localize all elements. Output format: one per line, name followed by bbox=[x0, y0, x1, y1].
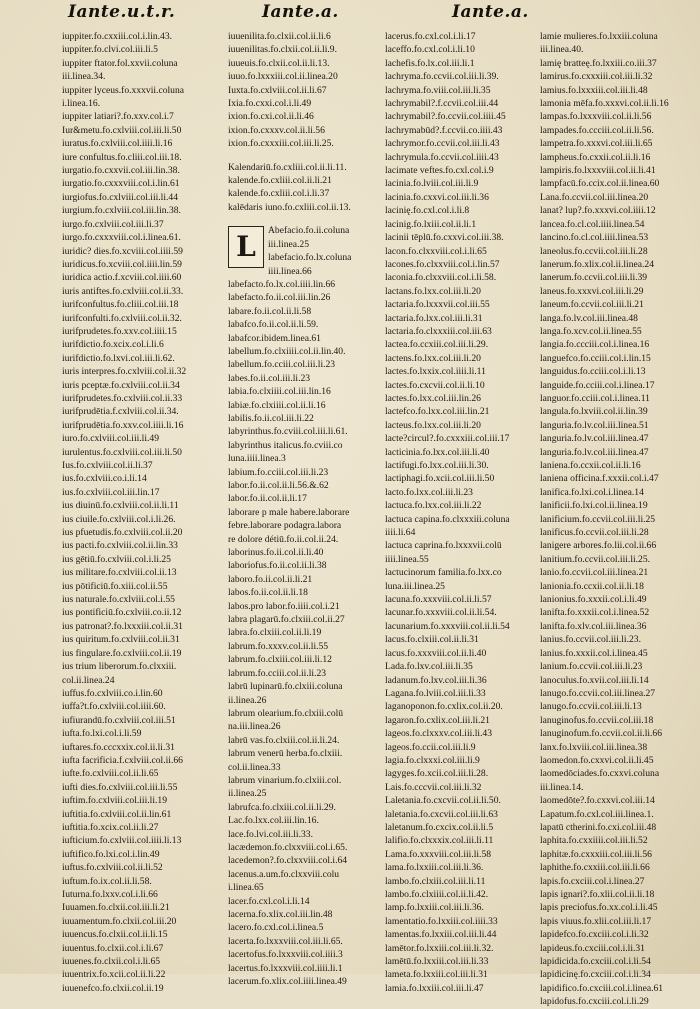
index-entry: lacinig.fo.lxiii.col.ii.li.1 bbox=[385, 218, 477, 230]
index-entry: labrum.fo.clxiii.col.iii.li.12 bbox=[228, 654, 332, 666]
index-entry: lactens.fo.lxx.col.iii.li.20 bbox=[385, 352, 481, 364]
index-entry: lagyges.fo.xcii.col.iii.li.28. bbox=[385, 768, 489, 780]
index-entry: lapidofus.fo.cxciii.col.i.li.29 bbox=[540, 996, 649, 1008]
index-entry: iuppiter latiari?.fo.xxv.col.i.7 bbox=[62, 111, 174, 123]
index-entry: iuridicus.fo.xcviii.col.iiii.lin.59 bbox=[62, 258, 182, 270]
index-entry: iuuenes.fo.clxii.col.i.li.65 bbox=[62, 956, 161, 968]
index-entry: lace.fo.lvi.col.iii.li.33. bbox=[228, 828, 313, 840]
index-entry: Lais.fo.cccvii.col.iii.li.32 bbox=[385, 781, 482, 793]
index-entry: lamentas.fo.lxxiii.col.iii.li.44 bbox=[385, 929, 497, 941]
index-entry: laneolus.fo.ccvii.col.iii.li.28 bbox=[540, 245, 648, 257]
index-entry: lapis ignari?.fo.xlii.col.ii.li.18 bbox=[540, 889, 655, 900]
index-entry: lactaria.fo.clxxxiii.col.iii.63 bbox=[385, 325, 492, 337]
index-entry: lampiris.fo.lxxxviii.col.ii.li.41 bbox=[540, 165, 656, 177]
index-entry: lacerus.fo.cxl.col.i.li.17 bbox=[385, 31, 476, 42]
index-entry: lactuca capina.fo.clxxxiii.coluna bbox=[385, 513, 510, 525]
index-entry: ii.linea.26 bbox=[228, 694, 267, 706]
index-entry: laomedōte?.fo.cxxvi.col.iii.14 bbox=[540, 795, 655, 807]
index-entry: iurifdictio.fo.lxvi.col.iii.li.62. bbox=[62, 352, 175, 364]
index-entry: lactaria.fo.lxxxvii.col.iii.55 bbox=[385, 299, 490, 311]
column-2-section-iu bbox=[228, 30, 378, 151]
index-entry: luna.iiii.linea.3 bbox=[228, 453, 286, 465]
index-entry: labra.fo.clxiii.col.ii.li.19 bbox=[228, 627, 322, 639]
index-entry: iuro.fo.cxlviii.col.iii.li.49 bbox=[62, 433, 159, 445]
index-entry: iuftifico.fo.lxi.col.i.lin.49 bbox=[62, 848, 160, 860]
index-entry: iuuentus.fo.clxii.col.i.li.67 bbox=[62, 942, 164, 954]
index-entry: lactes.fo.lxxix.col.iiii.li.11 bbox=[385, 366, 486, 378]
index-entry: iufte.fo.cxlviii.col.ii.li.65 bbox=[62, 768, 159, 780]
index-entry: labilis.fo.ii.col.iii.li.22 bbox=[228, 412, 314, 424]
index-entry: languide.fo.cciii.col.i.linea.17 bbox=[540, 379, 655, 391]
index-entry: lachryma.fo.ccvii.col.iii.li.39. bbox=[385, 71, 499, 83]
index-entry: lacuna.fo.xxxviii.col.ii.li.57 bbox=[385, 594, 492, 606]
index-entry: iurifprudētia.f.cxlviii.col.ii.34. bbox=[62, 406, 179, 418]
index-entry: lanugo.fo.ccvii.col.iii.linea.27 bbox=[540, 687, 656, 699]
index-entry: ius patronat?.fo.lxxxiii.col.ii.31 bbox=[62, 620, 183, 632]
index-entry: lanugo.fo.ccvii.col.iii.li.13 bbox=[540, 701, 642, 713]
index-entry: iuftus.fo.cxlviii.col.ii.li.52 bbox=[62, 862, 163, 874]
index-entry: labrū lupinarū.fo.clxiii.coluna bbox=[228, 681, 343, 693]
index-entry: labrum venerū herba.fo.clxiii. bbox=[228, 748, 343, 760]
index-entry: iuuamentum.fo.clxii.col.iii.20 bbox=[62, 915, 177, 927]
index-entry: lama.fo.lxxiii.col.iii.li.36. bbox=[385, 862, 484, 874]
index-entry: labyrinthus.fo.cviii.col.iii.li.61. bbox=[228, 426, 348, 438]
index-entry: ius diuinū.fo.cxlviii.col.ii.li.11 bbox=[62, 500, 179, 512]
index-entry: lageos.fo.ccii.col.iii.li.9 bbox=[385, 741, 476, 753]
index-entry: lamp.fo.lxxiii.col.iii.li.36. bbox=[385, 902, 484, 914]
index-entry: Iuturna.fo.lxxv.col.i.li.66 bbox=[62, 889, 158, 900]
index-entry: kalende.fo.cxliii.col.i.li.37 bbox=[228, 188, 330, 200]
index-entry: ii.linea.25 bbox=[228, 788, 267, 800]
column-2-section-lab bbox=[228, 278, 378, 989]
index-entry: lanium.fo.ccvii.col.iii.li.23 bbox=[540, 661, 643, 673]
index-entry: lacon.fo.clxxviii.col.i.li.65 bbox=[385, 245, 487, 257]
index-entry: ius gētiū.fo.cxlviii.col.i.li.25 bbox=[62, 553, 171, 565]
index-entry: lanuginofus.fo.ccvii.col.iii.18 bbox=[540, 714, 654, 726]
index-entry: lamonia mēfa.fo.xxxvi.col.ii.li.16 bbox=[540, 98, 669, 110]
index-entry: lanio.fo.ccvii.col.iii.linea.21 bbox=[540, 567, 649, 579]
index-entry: Lama.fo.xxxviii.col.iii.li.58 bbox=[385, 848, 492, 860]
index-entry: labefacto.fo.lx.col.iiii.lin.66 bbox=[228, 278, 336, 290]
index-entry: lancino.fo.cl.col.iiii.linea.53 bbox=[540, 232, 649, 244]
index-entry: laceffo.fo.cxl.col.i.li.10 bbox=[385, 44, 475, 56]
index-entry: lanificus.fo.ccvii.col.iii.li.28 bbox=[540, 527, 649, 539]
index-entry: lanifta.fo.xlv.col.iii.linea.36 bbox=[540, 620, 647, 632]
index-entry: labare.fo.ii.col.ii.li.58 bbox=[228, 305, 312, 317]
index-entry: laconia.fo.clxxviii.col.i.li.58. bbox=[385, 272, 497, 284]
index-entry: iuridica actio.f.xcviii.col.iiii.60 bbox=[62, 272, 182, 284]
index-entry: febre.laborare podagra.labora bbox=[228, 520, 342, 532]
index-entry: lacertofus.fo.lxxxviii.col.iiii.3 bbox=[228, 949, 343, 961]
index-entry: col.ii.linea.24 bbox=[62, 674, 115, 686]
index-entry: lacerna.fo.xlix.col.iii.lin.48 bbox=[228, 909, 333, 920]
index-entry: lanoculus.fo.xvii.col.iii.li.14 bbox=[540, 674, 649, 686]
index-entry: laneum.fo.ccvii.col.iii.li.21 bbox=[540, 299, 644, 311]
index-column-4 bbox=[540, 30, 698, 1009]
index-column-3 bbox=[385, 30, 535, 995]
index-entry: lampetra.fo.xxxvi.col.iii.li.65 bbox=[540, 138, 653, 150]
index-entry: labrum olearium.fo.clxiii.colū bbox=[228, 707, 344, 719]
index-entry: lachrymor.fo.ccvii.col.iii.li.43 bbox=[385, 138, 500, 150]
index-entry: iurgo.fo.cxxxviii.col.i.linea.61. bbox=[62, 232, 181, 244]
index-entry: lagaron.fo.cxlix.col.iii.li.21 bbox=[385, 714, 490, 726]
index-entry: labellum.fo.cciii.col.iii.li.23 bbox=[228, 359, 336, 371]
index-entry: ixion.fo.cxi.col.ii.li.46 bbox=[228, 111, 314, 123]
index-entry: lacimate veftes.fo.cxl.col.i.9 bbox=[385, 165, 494, 177]
index-entry: ius ciuile.fo.cxlviii.col.i.li.26. bbox=[62, 513, 176, 525]
index-entry: iurifconfulti.fo.cxlviii.col.ii.32. bbox=[62, 312, 182, 324]
index-entry: lamia.fo.lxxiii.col.iii.li.47 bbox=[385, 982, 484, 994]
index-entry: iuftitia.fo.xcix.col.ii.li.27 bbox=[62, 821, 159, 833]
index-entry: iurgatio.fo.cxxxviii.col.i.lin.61 bbox=[62, 178, 180, 190]
index-entry: lacerum.fo.xlix.col.iiii.linea.49 bbox=[228, 976, 347, 988]
index-entry: langula.fo.lxviii.col.ii.lin.39 bbox=[540, 406, 648, 418]
index-entry: lachryma.fo.viii.col.iii.li.35 bbox=[385, 84, 491, 96]
index-entry: iuris pceptæ.fo.cxlviii.col.ii.34 bbox=[62, 379, 180, 391]
index-entry: ius pōtificiū.fo.xiii.col.ii.55 bbox=[62, 580, 168, 592]
index-entry: ixion.fo.cxxxiii.col.iii.li.25. bbox=[228, 138, 334, 150]
index-entry: lacenus.a.um.fo.clxxviii.colu bbox=[228, 868, 340, 880]
index-entry: laboro.fo.ii.col.ii.li.21 bbox=[228, 573, 313, 585]
index-entry: lacteus.fo.lxx.col.iii.li.20 bbox=[385, 419, 481, 431]
index-entry: luna.iii.linea.25 bbox=[385, 580, 445, 592]
index-entry: iuppiter.fo.clvi.col.iii.li.5 bbox=[62, 44, 158, 56]
index-entry: lacte?circul?.fo.cxxxiii.col.iii.17 bbox=[385, 433, 510, 445]
index-entry: lamie mulieres.fo.lxxiii.coluna bbox=[540, 31, 658, 42]
index-entry: lampheus.fo.cxxii.col.ii.li.16 bbox=[540, 151, 651, 163]
index-entry: ius naturale.fo.cxlviii.col.i.55 bbox=[62, 594, 175, 606]
index-entry: lamentatio.fo.lxxiii.col.iiii.33 bbox=[385, 915, 498, 927]
index-entry: iufti dies.fo.cxlviii.col.iii.li.55 bbox=[62, 781, 178, 793]
index-entry: laomedōciades.fo.cxxvi.coluna bbox=[540, 768, 660, 780]
index-entry: laniena officina.f.xxxii.col.i.47 bbox=[540, 473, 659, 485]
drop-cap-letter: L bbox=[228, 226, 264, 268]
index-entry: laphitæ.fo.cxxxiii.col.iii.li.56 bbox=[540, 848, 652, 860]
index-entry: lachrymabil?.f.ccvii.col.iii.44 bbox=[385, 98, 499, 110]
index-entry: lanificium.fo.ccvii.col.iii.li.25 bbox=[540, 513, 656, 525]
index-entry: lanionius.fo.xxxii.col.i.li.49 bbox=[540, 594, 647, 606]
index-entry: labes.fo.ii.col.iii.li.23 bbox=[228, 372, 311, 384]
index-entry: lanx.fo.lxviii.col.iii.linea.38 bbox=[540, 741, 648, 753]
index-entry: lacædemon.fo.clxxviii.col.i.65. bbox=[228, 841, 348, 853]
index-entry: laphita.fo.cxxiiii.col.iii.li.52 bbox=[540, 835, 648, 847]
index-entry: lacinia.fo.cxxvi.col.iii.li.36 bbox=[385, 191, 489, 203]
index-entry: iurifdictio.fo.xcix.col.i.li.6 bbox=[62, 339, 164, 351]
index-entry: laniena.fo.ccxii.col.ii.li.16 bbox=[540, 460, 641, 471]
index-entry: laletania.fo.cxcvii.col.iii.li.63 bbox=[385, 808, 498, 820]
index-entry: labrum.fo.xxxv.col.ii.li.55 bbox=[228, 640, 329, 652]
index-entry: Lac.fo.lxx.col.iii.lin.16. bbox=[228, 815, 319, 827]
index-entry: langa.fo.xcv.col.ii.linea.55 bbox=[540, 325, 642, 337]
index-entry: iuuentrix.fo.xcii.col.ii.li.22 bbox=[62, 969, 166, 981]
index-entry: labrum.fo.cciii.col.ii.li.23 bbox=[228, 667, 327, 679]
index-column-2 bbox=[228, 30, 378, 988]
index-entry: lameta.fo.lxxiii.col.iii.li.31 bbox=[385, 969, 488, 981]
index-entry: iuris interpres.fo.cxlviii.col.ii.32 bbox=[62, 366, 187, 378]
index-entry: lacinia.fo.lviii.col.iii.li.9 bbox=[385, 178, 479, 190]
index-entry: iufticium.fo.cxlviii.col.iiii.li.13 bbox=[62, 835, 182, 847]
running-header-right: Iante.a. bbox=[452, 2, 529, 22]
index-entry: lactifugi.fo.lxx.col.iii.li.30. bbox=[385, 460, 489, 471]
index-entry: lachrymula.fo.ccvii.col.iiii.43 bbox=[385, 151, 499, 163]
index-entry: lacedemon?.fo.clxxviii.col.i.64 bbox=[228, 855, 348, 867]
index-entry: lanifica.fo.lxi.col.i.linea.14 bbox=[540, 486, 644, 498]
index-entry: labefacto.fo.ii.col.iii.lin.26 bbox=[228, 292, 331, 304]
index-entry: lapidifico.fo.cxciii.col.i.linea.61 bbox=[540, 982, 664, 994]
index-entry: laphithe.fo.cxxiii.col.iii.li.66 bbox=[540, 862, 650, 874]
index-entry: i.linea.16. bbox=[62, 98, 101, 110]
index-entry: ius pontificiū.fo.cxlviii.co.ii.12 bbox=[62, 607, 182, 619]
index-entry: lageos.fo.clxxxv.col.iii.li.43 bbox=[385, 728, 493, 740]
index-entry: lactuca.fo.lxx.col.iii.li.22 bbox=[385, 500, 482, 512]
index-entry: lanigere arbores.fo.lii.col.ii.66 bbox=[540, 540, 657, 552]
index-entry: lapis.fo.cxciii.col.i.linea.27 bbox=[540, 875, 645, 887]
index-entry: iuridic? dies.fo.xcviii.col.iiii.59 bbox=[62, 245, 183, 257]
index-entry: lanerum.fo.xlix.col.ii.linea.24 bbox=[540, 258, 655, 270]
index-entry: Ius.fo.cxlviii.col.ii.li.37 bbox=[62, 460, 153, 471]
index-entry: ius pacti.fo.cxlviii.col.ii.lin.33 bbox=[62, 540, 178, 552]
index-entry: iuueuis.fo.clxii.col.ii.li.13. bbox=[228, 57, 330, 69]
index-entry: lapidefco.fo.cxciii.col.i.li.32 bbox=[540, 929, 649, 941]
index-entry: ius quiritum.fo.cxlviii.col.ii.31 bbox=[62, 634, 180, 646]
index-entry: lactuca caprina.fo.lxxxvii.colū bbox=[385, 540, 502, 552]
index-entry: lacus.fo.clxiii.col.ii.li.31 bbox=[385, 634, 479, 646]
index-entry: iuuenilitas.fo.clxii.col.ii.li.9. bbox=[228, 44, 337, 56]
index-entry: lactucinorum familia.fo.lxx.co bbox=[385, 567, 502, 579]
index-entry: iufta.fo.lxi.col.i.li.59 bbox=[62, 728, 142, 740]
index-entry: laborare p male habere.laborare bbox=[228, 506, 350, 518]
index-entry: iurgo.fo.cxlviii.col.iii.li.37 bbox=[62, 218, 164, 230]
index-entry: iufta facrificia.f.cxlviii.col.ii.66 bbox=[62, 754, 183, 766]
index-entry: lacinii tēplū.fo.cxxvi.col.iii.38. bbox=[385, 232, 504, 244]
index-entry: labor.fo.ii.col.ii.li.56.&.62 bbox=[228, 480, 329, 491]
index-entry: lapatū ctherini.fo.cxi.col.iii.48 bbox=[540, 821, 657, 833]
index-entry: ixion.fo.cxxxv.col.ii.li.56 bbox=[228, 124, 325, 136]
index-entry: laletanum.fo.cxcix.col.ii.li.5 bbox=[385, 821, 494, 833]
index-entry: lacus.fo.xxxviii.col.ii.li.40 bbox=[385, 647, 487, 659]
index-entry: Iur&metu.fo.cxlviii.col.iii.li.50 bbox=[62, 124, 182, 136]
index-entry: lamētor.fo.lxxiii.col.iii.li.32. bbox=[385, 942, 494, 954]
letter-l-section-start bbox=[228, 224, 378, 278]
index-entry: lampfacū.fo.ccix.col.ii.linea.60 bbox=[540, 178, 660, 190]
index-entry: lacertus.fo.lxxxviii.col.iiii.li.1 bbox=[228, 962, 343, 974]
running-header-center: Iante.a. bbox=[262, 2, 339, 22]
index-entry: langa.fo.lv.col.iii.linea.48 bbox=[540, 312, 638, 324]
index-entry: iurifconfultus.fo.cliii.col.iii.18 bbox=[62, 299, 179, 311]
index-entry: lanuginofum.fo.ccvii.col.ii.li.66 bbox=[540, 728, 663, 740]
index-entry: lamētū.fo.lxxiii.col.iii.li.33 bbox=[385, 956, 489, 968]
index-entry: lambo.fo.clxiii.col.iii.li.11 bbox=[385, 875, 486, 887]
index-entry: lapidicinę.fo.cxciii.col.i.li.34 bbox=[540, 969, 651, 981]
index-entry: laboriofus.fo.ii.col.ii.li.38 bbox=[228, 560, 327, 572]
column-2-section-kal bbox=[228, 161, 378, 215]
index-entry: lagia.fo.clxxxi.col.iii.li.9 bbox=[385, 754, 480, 766]
index-entry: iii.linea.14. bbox=[540, 781, 584, 793]
index-entry: re dolore détiū.fo.ii.col.ii.24. bbox=[228, 533, 339, 545]
index-entry: Iuxta.fo.cxlviii.col.ii.li.67 bbox=[228, 84, 327, 96]
index-entry: iurifprudētia.fo.xxv.col.iiii.li.16 bbox=[62, 419, 184, 431]
index-entry: iuuo.fo.lxxxiii.col.ii.linea.20 bbox=[228, 71, 338, 83]
index-entry: laganoponon.fo.cxlix.col.ii.20. bbox=[385, 701, 503, 713]
index-entry: kalēdaris iuno.fo.cxliii.col.ii.13. bbox=[228, 201, 351, 213]
index-entry: labos.fo.ii.col.ii.li.18 bbox=[228, 587, 308, 599]
index-entry: lacunar.fo.xxxviii.col.ii.li.54. bbox=[385, 607, 497, 619]
index-entry: lalifio.fo.clxxxix.col.iii.li.11 bbox=[385, 835, 494, 847]
index-entry: lactefco.fo.lxx.col.iii.lin.21 bbox=[385, 406, 490, 418]
index-entry: iuffus.fo.cxlviii.co.i.lin.60 bbox=[62, 687, 163, 699]
index-entry: lacinię.fo.cxl.col.i.li.8 bbox=[385, 205, 470, 217]
index-entry: iuris antiftes.fo.cxlviii.col.ii.33. bbox=[62, 285, 184, 297]
index-entry: iuppiter.fo.cxxiii.col.i.lin.43. bbox=[62, 31, 173, 42]
index-entry: lamirus.fo.cxxxiii.col.iii.li.32 bbox=[540, 71, 653, 83]
index-entry: lamię bratteę.fo.lxxiii.co.iii.37 bbox=[540, 57, 657, 69]
running-header-left: Iante.u.t.r. bbox=[68, 2, 176, 22]
index-entry: labrum vinarium.fo.clxiii.col. bbox=[228, 774, 342, 786]
index-entry: iuppiter lyceus.fo.xxxvii.coluna bbox=[62, 84, 185, 96]
index-entry: lapideus.fo.cxciii.col.i.li.31 bbox=[540, 942, 645, 954]
index-entry: lactea.fo.ccxiii.col.iii.li.29. bbox=[385, 339, 489, 351]
index-entry: lanius.fo.xxxii.col.i.linea.45 bbox=[540, 647, 648, 659]
index-entry: lacero.fo.cxl.col.i.linea.5 bbox=[228, 922, 324, 934]
index-entry: lactes.fo.cxcvii.col.ii.li.10 bbox=[385, 379, 485, 391]
index-entry: Lana.fo.ccvii.col.iii.linea.20 bbox=[540, 191, 649, 203]
index-entry: languidus.fo.cciii.col.i.li.13 bbox=[540, 366, 646, 378]
index-entry: lanificii.fo.lxi.col.ii.linea.19 bbox=[540, 500, 648, 512]
index-entry: languor.fo.cciii.col.i.linea.11 bbox=[540, 392, 650, 404]
index-entry: lanionia.fo.ccxii.col.ii.li.18 bbox=[540, 580, 644, 592]
index-entry: Lapatum.fo.cxl.col.iii.linea.1. bbox=[540, 808, 654, 820]
index-entry: laomedon.fo.cxxvi.col.ii.li.45 bbox=[540, 754, 654, 766]
index-entry: lactes.fo.lxx.col.iii.lin.26 bbox=[385, 392, 481, 404]
index-entry: lachefis.fo.lx.col.iii.li.1 bbox=[385, 57, 475, 69]
index-entry: labrufca.fo.clxiii.col.ii.li.29. bbox=[228, 801, 336, 813]
index-column-1 bbox=[62, 30, 224, 995]
index-entry: labefacio.fo.lx.coluna bbox=[268, 252, 352, 264]
index-entry: iurgiofus.fo.cxlviii.col.iii.li.44 bbox=[62, 191, 179, 203]
index-entry: iuuenilita.fo.clxii.col.ii.li.6 bbox=[228, 31, 331, 42]
index-entry: lambo.fo.clxiiii.col.ii.li.42. bbox=[385, 889, 489, 900]
index-entry: iuratus.fo.cxlviii.col.iiii.li.16 bbox=[62, 138, 173, 150]
index-entry: iii.linea.34. bbox=[62, 71, 106, 83]
index-entry: lactiphagi.fo.xcii.col.iii.li.50 bbox=[385, 473, 495, 485]
index-entry: langia.fo.ccciii.col.i.linea.16 bbox=[540, 339, 650, 351]
index-entry: iurulentus.fo.cxlviii.col.iii.li.50 bbox=[62, 446, 182, 458]
index-entry: lanat? lup?.fo.xxxvi.col.iiii.12 bbox=[540, 205, 656, 217]
index-entry: lapis viuus.fo.xlii.col.iii.li.17 bbox=[540, 915, 652, 927]
index-entry: lacto.fo.lxx.col.iii.li.23 bbox=[385, 486, 473, 498]
index-entry: iuuencus.fo.clxii.col.ii.li.15 bbox=[62, 929, 168, 941]
index-entry: kalende.fo.cxliii.col.ii.li.21 bbox=[228, 175, 332, 187]
index-entry: iuftitia.fo.cxlviii.col.ii.lin.61 bbox=[62, 808, 172, 820]
index-entry: labafcor.ibidem.linea.61 bbox=[228, 332, 321, 344]
index-entry: iii.linea.25 bbox=[268, 238, 310, 250]
index-entry: lachrymabil?.fo.ccvii.col.iiii.45 bbox=[385, 111, 506, 123]
index-entry: lanerum.fo.ccvii.col.iii.li.39 bbox=[540, 272, 648, 284]
index-entry: labiæ.fo.clxiiii.col.ii.li.16 bbox=[228, 399, 326, 411]
index-entry: iure confultus.fo.cliii.col.iii.18. bbox=[62, 151, 182, 163]
index-entry: Kalendariū.fo.cxliii.col.ii.li.11. bbox=[228, 161, 347, 173]
index-entry: ius trium liberorum.fo.clxxiii. bbox=[62, 661, 177, 673]
index-entry: laneus.fo.xxxvi.col.iii.li.29 bbox=[540, 285, 644, 297]
index-entry: iuppiter ftator.fol.xxvii.coluna bbox=[62, 57, 178, 69]
index-entry: lactaria.fo.lxx.col.iii.li.31 bbox=[385, 312, 483, 324]
index-entry: lacticinia.fo.lxx.col.iii.li.40 bbox=[385, 446, 490, 458]
index-entry: iufiurandū.fo.cxlviii.col.iii.51 bbox=[62, 714, 176, 726]
index-entry: iurifprudetes.fo.cxlviii.col.ii.33 bbox=[62, 392, 183, 404]
index-entry: lanifta.fo.xxxii.col.i.linea.52 bbox=[540, 607, 650, 619]
index-entry: lamius.fo.lxxxiii.col.iii.li.48 bbox=[540, 84, 648, 96]
index-entry: lanius.fo.ccvii.col.iii.li.23. bbox=[540, 634, 641, 646]
index-entry: iuffa?t.fo.cxlviii.col.iiii.60. bbox=[62, 701, 166, 713]
index-entry: lacerta.fo.lxxxviii.col.iii.li.65. bbox=[228, 935, 343, 947]
index-entry: iurgium.fo.cxlviii.col.iii.lin.38. bbox=[62, 205, 181, 217]
index-entry: iuftim.fo.cxlviii.col.iii.li.19 bbox=[62, 795, 167, 807]
index-entry: Lagana.fo.lviii.col.iii.li.33 bbox=[385, 687, 486, 699]
index-entry: na.iii.linea.26 bbox=[228, 721, 281, 733]
index-entry: ius.fo.cxlviii.co.i.li.14 bbox=[62, 473, 147, 485]
index-entry: iii.linea.40. bbox=[540, 44, 584, 56]
index-entry: iiii.linea.55 bbox=[385, 553, 429, 565]
index-entry: iurifprudetes.fo.xxv.col.iiii.15 bbox=[62, 325, 177, 337]
index-entry: Laletania.fo.cxcvii.col.ii.li.50. bbox=[385, 795, 501, 807]
index-entry: lapis preciofus.fo.xx.col.i.li.45 bbox=[540, 902, 658, 914]
index-entry: Ixia.fo.cxxi.col.i.li.49 bbox=[228, 98, 312, 110]
index-entry: lacunarium.fo.xxxviii.col.ii.li.54 bbox=[385, 620, 510, 632]
index-entry: lacones.fo.clxxviii.col.i.lin.57 bbox=[385, 258, 500, 270]
index-entry: iuuenefco.fo.clxii.col.ii.19 bbox=[62, 982, 164, 994]
index-entry: iuftum.fo.ix.col.ii.li.58. bbox=[62, 875, 152, 887]
index-entry: lactans.fo.lxx.col.iii.li.20 bbox=[385, 285, 481, 297]
index-entry: labellum.fo.clxiiii.col.ii.lin.40. bbox=[228, 345, 346, 357]
index-entry: iiii.linea.66 bbox=[268, 265, 312, 277]
index-entry: labyrinthus italicus.fo.cviii.co bbox=[228, 439, 343, 451]
index-entry: languria.fo.lv.col.iii.linea.51 bbox=[540, 419, 649, 431]
index-entry: ius militare.fo.cxlviii.col.ii.13 bbox=[62, 567, 177, 579]
index-entry: lancea.fo.cl.col.iiii.linea.54 bbox=[540, 218, 645, 230]
index-entry: labor.fo.ii.col.ii.li.17 bbox=[228, 493, 307, 505]
index-entry: languria.fo.lv.col.iii.linea.47 bbox=[540, 446, 649, 458]
index-entry: lacer.fo.cxl.col.i.li.14 bbox=[228, 895, 310, 907]
index-entry: col.ii.linea.33 bbox=[228, 761, 281, 773]
index-entry: Iuuamen.fo.clxii.col.iii.li.21 bbox=[62, 902, 170, 914]
index-entry: labia.fo.clxiiii.col.iii.lin.16 bbox=[228, 386, 331, 398]
index-entry: ius.fo.cxlviii.col.iii.lin.17 bbox=[62, 486, 160, 498]
index-entry: Lada.fo.lxv.col.iii.li.35 bbox=[385, 661, 473, 673]
index-entry: ius pfuetudis.fo.cxlviii.col.ii.20 bbox=[62, 527, 183, 539]
index-entry: languefco.fo.cciii.col.i.lin.15 bbox=[540, 352, 651, 364]
index-entry: labafco.fo.ii.col.ii.li.59. bbox=[228, 319, 319, 331]
index-entry: labra plagarū.fo.clxiii.col.ii.27 bbox=[228, 614, 345, 626]
index-entry: ladanum.fo.lxv.col.iii.li.36 bbox=[385, 674, 487, 686]
index-entry: lanitium.fo.ccvii.col.iii.li.25. bbox=[540, 553, 651, 565]
index-entry: lampas.fo.lxxxviii.col.ii.li.56 bbox=[540, 111, 652, 123]
index-entry: labrū vas.fo.clxiii.col.ii.li.24. bbox=[228, 734, 340, 746]
index-entry: iuftares.fo.cccxxix.col.ii.li.31 bbox=[62, 741, 175, 753]
index-entry: iurgatio.fo.cxxvii.col.iii.lin.38. bbox=[62, 165, 180, 177]
index-entry: lachrymabūd?.f.ccvii.co.iiii.43 bbox=[385, 124, 503, 136]
index-entry: lapidicida.fo.cxciii.col.i.li.54 bbox=[540, 956, 651, 968]
index-entry: lampades.fo.ccciii.col.ii.li.56. bbox=[540, 124, 654, 136]
index-entry: laborinus.fo.ii.col.ii.li.40 bbox=[228, 547, 324, 559]
index-entry: languria.fo.lv.col.iii.linea.47 bbox=[540, 433, 649, 445]
index-entry: Abefacio.fo.ii.coluna bbox=[268, 225, 350, 237]
index-entry: i.linea.65 bbox=[228, 882, 264, 894]
index-entry: ius fingulare.fo.cxlviii.col.ii.19 bbox=[62, 647, 182, 659]
index-entry: labium.fo.cciii.col.iii.li.23 bbox=[228, 466, 329, 478]
index-entry: iiii.li.64 bbox=[385, 527, 416, 539]
index-entry: labos.pro labor.fo.iiii.col.i.21 bbox=[228, 600, 340, 612]
